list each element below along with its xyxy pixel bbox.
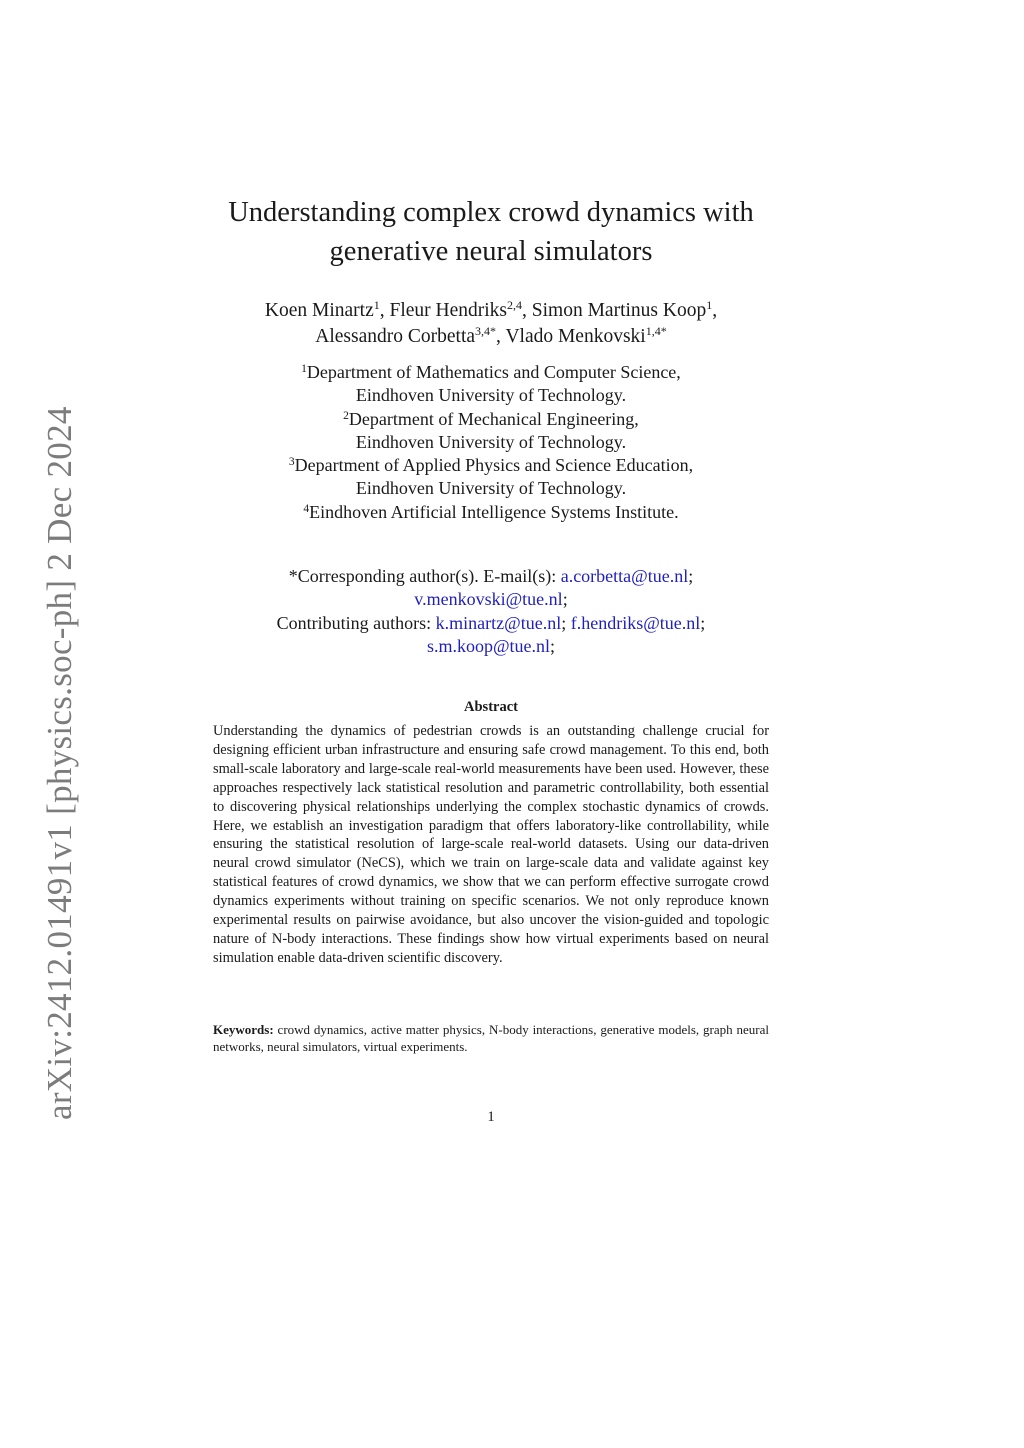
keywords-text: crowd dynamics, active matter physics, N-body interactions, generative models, graph neural networks, neural simulators, virtual experiments. [213, 1022, 769, 1054]
affiliation-list [200, 361, 782, 524]
author-name: Alessandro Corbetta [315, 326, 476, 347]
author-affiliation-mark: 3,4* [475, 324, 497, 338]
affiliation-dept [200, 408, 782, 431]
email-link[interactable]: f.hendriks@tue.nl [570, 612, 701, 633]
email-link[interactable]: k.minartz@tue.nl [435, 612, 562, 633]
affiliation-dept-text: Department of Mechanical Engineering, [348, 408, 639, 429]
email-separator: ; [688, 566, 694, 586]
author-separator: , [496, 326, 506, 347]
email-link[interactable]: a.corbetta@tue.nl [560, 566, 689, 586]
affiliation-dept-text: Department of Applied Physics and Science Education, [294, 455, 694, 476]
author-name: Simon Martinus Koop [531, 300, 707, 321]
arxiv-identifier: arXiv:2412.01491v1 [physics.soc-ph] 2 Dec 2024 [40, 406, 79, 1120]
corresponding-label: *Corresponding author(s). E-mail(s): [288, 566, 561, 586]
affiliation-org: Eindhoven University of Technology. [355, 385, 627, 406]
contributing-line-2 [180, 635, 802, 658]
email-separator: ; [561, 612, 567, 633]
author-name: Fleur Hendriks [389, 300, 508, 321]
affiliation-mark: 3 [288, 456, 295, 469]
author-separator: , [522, 300, 532, 321]
affiliation-dept-text: Department of Mathematics and Computer Science, [306, 362, 681, 382]
email-separator: ; [700, 612, 706, 633]
author-affiliation-mark: 1,4* [645, 324, 667, 338]
author-name: Koen Minartz [264, 300, 374, 321]
title-line-1: Understanding complex crowd dynamics with [228, 197, 754, 228]
affiliation-dept [200, 501, 782, 524]
email-link[interactable]: s.m.koop@tue.nl [426, 635, 551, 656]
affiliation-mark: 2 [343, 409, 349, 422]
affiliation-dept-text: Eindhoven Artificial Intelligence Systems Institute. [309, 501, 679, 522]
affiliation-org: Eindhoven University of Technology. [355, 431, 627, 452]
author-list [160, 298, 822, 350]
corresponding-line [180, 565, 802, 588]
abstract-text: Understanding the dynamics of pedestrian crowds is an outstanding challenge crucial for designing efficient urban infrastructure and ensuring safe crowd management. To this end, both small-scale laboratory and large-scale real-world measurements have been used. However, these approaches respectively lack statistical resolution and parametric controllability, both essential to discovering physical relationships underlying the complex stochastic dynamics of crowds. Here, we establish an investigation paradigm that offers laboratory-like controllability, while ensuring the statistical resolution of large-scale real-world datasets. Using our data-driven neural crowd simulator (NeCS), which we train on large-scale data and validate against key statistical features of crowd dynamics, we show that we can perform effective surrogate crowd dynamics experiments without training on specific scenarios. We not only reproduce known experimental results on pairwise avoidance, but also uncover the vision-guided and topologic nature of N-body interactions. These findings show how virtual experiments based on neural simulation enable data-driven scientific discovery. [213, 723, 769, 966]
contributing-line [180, 612, 802, 635]
author-affiliation-mark: 1 [706, 298, 713, 312]
email-separator: ; [562, 589, 568, 610]
author-affiliation-mark: 2,4 [507, 298, 523, 312]
email-separator: ; [550, 635, 556, 656]
abstract-heading: Abstract [464, 699, 518, 715]
affiliation-dept [200, 454, 782, 477]
paper-title [200, 193, 782, 271]
author-separator: , [712, 300, 718, 321]
author-separator: , [379, 300, 390, 321]
affiliation-mark: 4 [303, 502, 310, 515]
page-number: 1 [487, 1109, 495, 1125]
affiliation-dept [200, 361, 782, 384]
contributing-label: Contributing authors: [276, 612, 436, 633]
keywords-label: Keywords: [213, 1022, 274, 1037]
keywords [213, 1022, 769, 1056]
corresponding-line-2 [180, 588, 802, 611]
email-link[interactable]: v.menkovski@tue.nl [414, 589, 563, 610]
affiliation-mark: 1 [301, 363, 307, 375]
author-affiliation-mark: 1 [373, 298, 380, 312]
affiliation-org: Eindhoven University of Technology. [355, 478, 627, 499]
author-name: Vlado Menkovski [505, 326, 646, 347]
title-line-2: generative neural simulators [329, 236, 653, 267]
contact-block [180, 565, 802, 658]
